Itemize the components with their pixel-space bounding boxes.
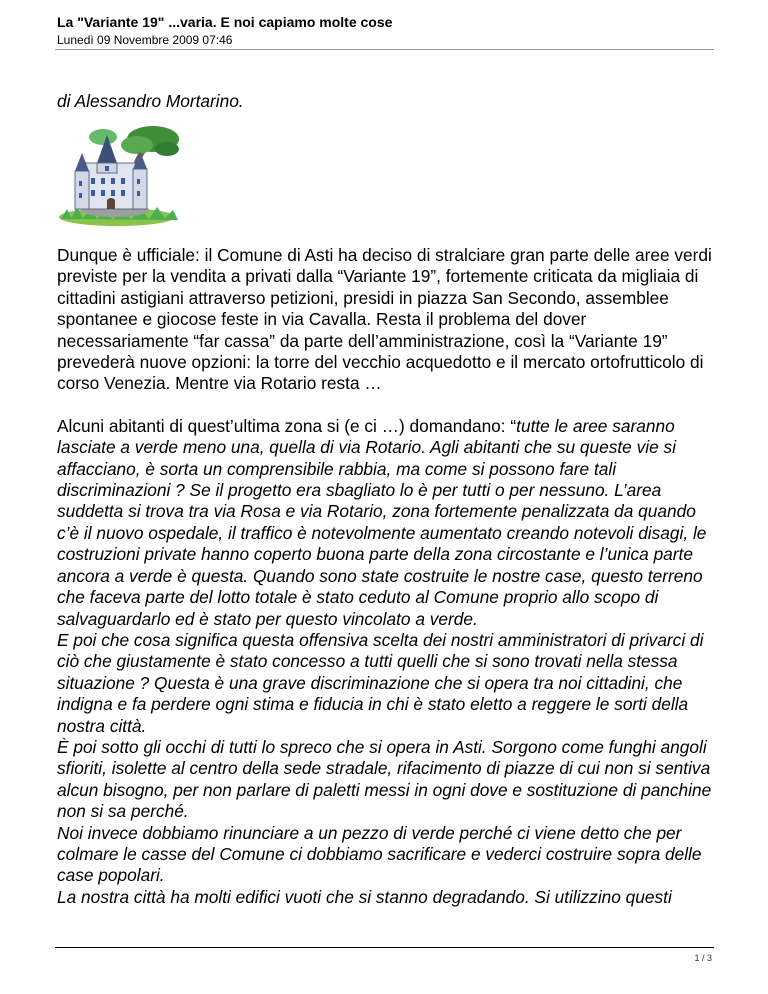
paragraph-5: Noi invece dobbiamo rinunciare a un pezzo di verde perché ci viene detto che per colmare le casse del Comune ci dobbiamo sacrificare e vederci costruire sopra delle case popolari. bbox=[57, 822, 702, 886]
article-title: La "Variante 19" ...varia. E noi capiamo molte cose bbox=[57, 14, 393, 30]
footer-divider bbox=[55, 947, 714, 948]
paragraph-4: È poi sotto gli occhi di tutti lo spreco che si opera in Asti. Sorgono come funghi angoli sfioriti, isolette al centro della sede stradale, rifacimento di piazze di cui non si sentiva alcun bisogno, per non parlare di paletti messi in ogni dove e sostituzione di panchine non si sa perché. bbox=[57, 736, 712, 822]
paragraph-6: La nostra città ha molti edifici vuoti che si stanno degradando. Si utilizzino questi bbox=[57, 886, 672, 907]
article-author: di Alessandro Mortarino. bbox=[57, 91, 244, 111]
header-divider bbox=[55, 49, 714, 50]
paragraph-2-intro: Alcuni abitanti di quest’ultima zona si (e ci …) domandano: “ bbox=[57, 415, 517, 436]
castle-tree-illustration bbox=[57, 123, 182, 229]
paragraph-1: Dunque è ufficiale: il Comune di Asti ha deciso di stralciare gran parte delle aree verdi previste per la vendita a privati dalla “Variante 19”, fortemente criticata da migliaia di cittadini astigiani attraverso petizioni, presidi in piazza San Secondo, assemblee spontanee e giocose feste in via Cavalla. Resta il problema del dover necessariamente “far cassa” da parte dell’amministrazione, così la “Variante 19” prevederà nuove opzioni: la torre del vecchio acquedotto e il mercato ortofrutticolo di corso Venezia. Mentre via Rotario resta … bbox=[57, 245, 712, 394]
page-number: 1 / 3 bbox=[694, 953, 712, 963]
article-body bbox=[57, 245, 713, 908]
article-date: Lunedì 09 Novembre 2009 07:46 bbox=[57, 33, 233, 47]
paragraph-3: E poi che cosa significa questa offensiva scelta dei nostri amministratori di privarci di ciò che giustamente è stato concesso a tutti quelli che si sono trovati nella stessa situazione ? Questa è una grave discriminazione che si opera tra noi cittadini, che indigna e fa perdere ogni stima e fiducia in chi è stato eletto a reggere le sorti della nostra città. bbox=[57, 629, 704, 736]
paragraph-2-quote: tutte le aree saranno lasciate a verde meno una, quella di via Rotario. Agli abitanti che su queste vie si affacciano, è sorta un comprensibile rabbia, ma come si possono fare tali discriminazioni ? Se il progetto era sbagliato lo è per tutti o per nessuno. L’area suddetta si trova tra via Rosa e via Rotario, zona fortemente penalizzata da quando c’è il nuovo ospedale, il traffico è notevolmente aumentato creando notevoli disagi, le costruzioni private hanno coperto buona parte della zona circostante e l’unica parte ancora a verde è questa. Quando sono state costruite le nostre case, questo terreno che faceva parte del lotto totale è stato ceduto al Comune proprio allo scopo di salvaguardarlo ed è stato per questo vincolato a verde. bbox=[57, 415, 707, 629]
paragraph-2 bbox=[57, 416, 713, 630]
page-header bbox=[57, 14, 712, 48]
